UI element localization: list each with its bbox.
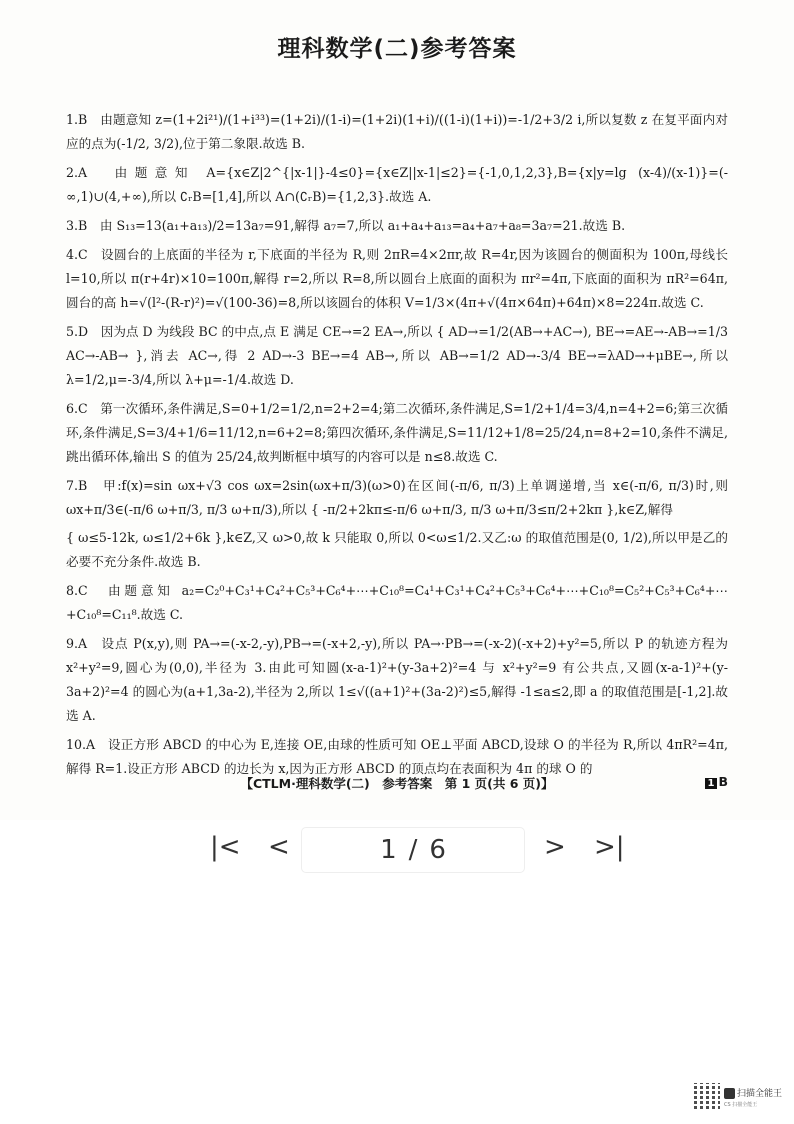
watermark-label: 扫描全能王 bbox=[737, 1089, 783, 1099]
answer-item bbox=[66, 243, 728, 315]
page-title: 理科数学(二)参考答案 bbox=[277, 36, 517, 62]
badge-number: 1 bbox=[705, 778, 718, 789]
answer-text: 7.B 甲:f(x)=sin ωx+√3 cos ωx=2sin(ωx+π/3)(ω>0)在区间(-π/6, π/3)上单调递增,当 x∈(-π/6, π/3)时,则 ωx+π/3∈(-π/6 ω+π/3, π/3 ω+π/3),所以 { -π/2+2kπ≤-π/6 ω+π/3, π/3 ω+π/3≤π/2+2kπ },k∈Z,解得 bbox=[66, 478, 728, 517]
next-page-button[interactable]: > bbox=[544, 832, 566, 862]
footer-text: 【CTLM·理科数学(二) 参考答案 第 1 页(共 6 页)】 bbox=[240, 776, 554, 791]
total-pages: 6 bbox=[429, 835, 446, 865]
answer-text: 8.C 由题意知 a₂=C₂⁰+C₃¹+C₄²+C₅³+C₆⁴+⋯+C₁₀⁸=C₄¹+C₃¹+C₄²+C₅³+C₆⁴+⋯+C₁₀⁸=C₅²+C₅³+C₆⁴+⋯+C₁₀⁸=C₁₁⁸.故选 C. bbox=[66, 583, 728, 622]
answer-text: 9.A 设点 P(x,y),则 PA→=(-x-2,-y),PB→=(-x+2,-y),所以 PA→·PB→=(-x-2)(-x+2)+y²=5,所以 P 的轨迹方程为 x²+y²=9,圆心为(0,0),半径为 3.由此可知圆(x-a-1)²+(y-3a+2)²=4 与 x²+y²=9 有公共点,又圆(x-a-1)²+(y-3a+2)²=4 的圆心为(a+1,3a-2),半径为 2,所以 1≤√((a+1)²+(3a-2)²)≤5,解得 -1≤a≤2,即 a 的取值范围是[-1,2].故选 A. bbox=[66, 636, 728, 723]
page-number-box[interactable] bbox=[302, 828, 524, 872]
answer-item bbox=[66, 474, 728, 574]
last-page-button[interactable]: >| bbox=[594, 832, 625, 862]
answer-text: 6.C 第一次循环,条件满足,S=0+1/2=1/2,n=2+2=4;第二次循环,条件满足,S=1/2+1/4=3/4,n=4+2=6;第三次循环,条件满足,S=3/4+1/6=11/12,n=6+2=8;第四次循环,条件满足,S=11/12+1/8=25/24,n=8+2=10,条件不满足,跳出循环体,输出 S 的值为 25/24,故判断框中填写的内容可以是 n≤8.故选 C. bbox=[66, 401, 728, 464]
answer-item bbox=[66, 579, 728, 627]
qr-code-overlay bbox=[694, 1083, 720, 1109]
answer-list bbox=[66, 108, 728, 786]
version-badge bbox=[705, 774, 729, 789]
answer-text: 10.A 设正方形 ABCD 的中心为 E,连接 OE,由球的性质可知 OE⊥平面 ABCD,设球 O 的半径为 R,所以 4πR²=4π,解得 R=1.设正方形 ABCD 的边长为 x,因为正方形 ABCD 的顶点均在表面积为 4π 的球 O 的 bbox=[66, 737, 728, 776]
answer-text: 4.C 设圆台的上底面的半径为 r,下底面的半径为 R,则 2πR=4×2πr,故 R=4r,因为该圆台的侧面积为 100π,母线长 l=10,所以 π(r+4r)×10=100π,解得 r=2,所以 R=8,所以圆台上底面的面积为 πr²=4π,下底面的面积为 πR²=64π,圆台的高 h=√(l²-(R-r)²)=√(100-36)=8,所以该圆台的体积 V=1/3×(4π+√(4π×64π)+64π)×8=224π.故选 C. bbox=[66, 247, 728, 310]
answer-text: 1.B 由题意知 z=(1+2i²¹)/(1+i³³)=(1+2i)/(1-i)=(1+2i)(1+i)/((1-i)(1+i))=-1/2+3/2 i,所以复数 z 在复平面内对应的点为(-1/2, 3/2),位于第二象限.故选 B. bbox=[66, 112, 728, 151]
answer-item bbox=[66, 108, 728, 156]
answer-text: 3.B 由 S₁₃=13(a₁+a₁₃)/2=13a₇=91,解得 a₇=7,所以 a₁+a₄+a₁₃=a₄+a₇+a₈=3a₇=21.故选 B. bbox=[66, 218, 626, 233]
scanner-watermark bbox=[694, 1083, 784, 1113]
answer-item bbox=[66, 632, 728, 728]
answer-text: { ω≤5-12k, ω≤1/2+6k },k∈Z,又 ω>0,故 k 只能取 0,所以 0<ω≤1/2.又乙:ω 的取值范围是(0, 1/2),所以甲是乙的必要不充分条件.故选 B. bbox=[66, 530, 728, 569]
answer-text: 5.D 因为点 D 为线段 BC 的中点,点 E 满足 CE→=2 EA→,所以 { AD→=1/2(AB→+AC→), BE→=AE→-AB→=1/3 AC→-AB→ },消去 AC→,得 2 AD→-3 BE→=4 AB→,所以 AB→=1/2 AD→-3/4 BE→=λAD→+μBE→,所以 λ=1/2,μ=-3/4,所以 λ+μ=-1/4.故选 D. bbox=[66, 324, 728, 387]
cs-logo-icon bbox=[724, 1088, 735, 1099]
answer-text: 2.A 由题意知 A={x∈Z|2^{|x-1|}-4≤0}={x∈Z||x-1|≤2}={-1,0,1,2,3},B={x|y=lg (x-4)/(x-1)}=(-∞,1)∪(4,+∞),所以 ∁ᵣB=[1,4],所以 A∩(∁ᵣB)={1,2,3}.故选 A. bbox=[66, 165, 728, 204]
page-separator: / bbox=[408, 835, 418, 865]
badge-letter: B bbox=[718, 774, 728, 789]
current-page: 1 bbox=[380, 835, 397, 865]
answer-item bbox=[66, 320, 728, 392]
watermark-sub: CS 扫描全能王 bbox=[724, 1102, 758, 1108]
page-footer bbox=[0, 774, 794, 792]
prev-page-button[interactable]: < bbox=[268, 832, 290, 862]
answer-item bbox=[66, 161, 728, 209]
answer-item bbox=[66, 397, 728, 469]
page-navigator bbox=[0, 828, 794, 876]
answer-item bbox=[66, 214, 728, 238]
first-page-button[interactable]: |< bbox=[210, 832, 241, 862]
